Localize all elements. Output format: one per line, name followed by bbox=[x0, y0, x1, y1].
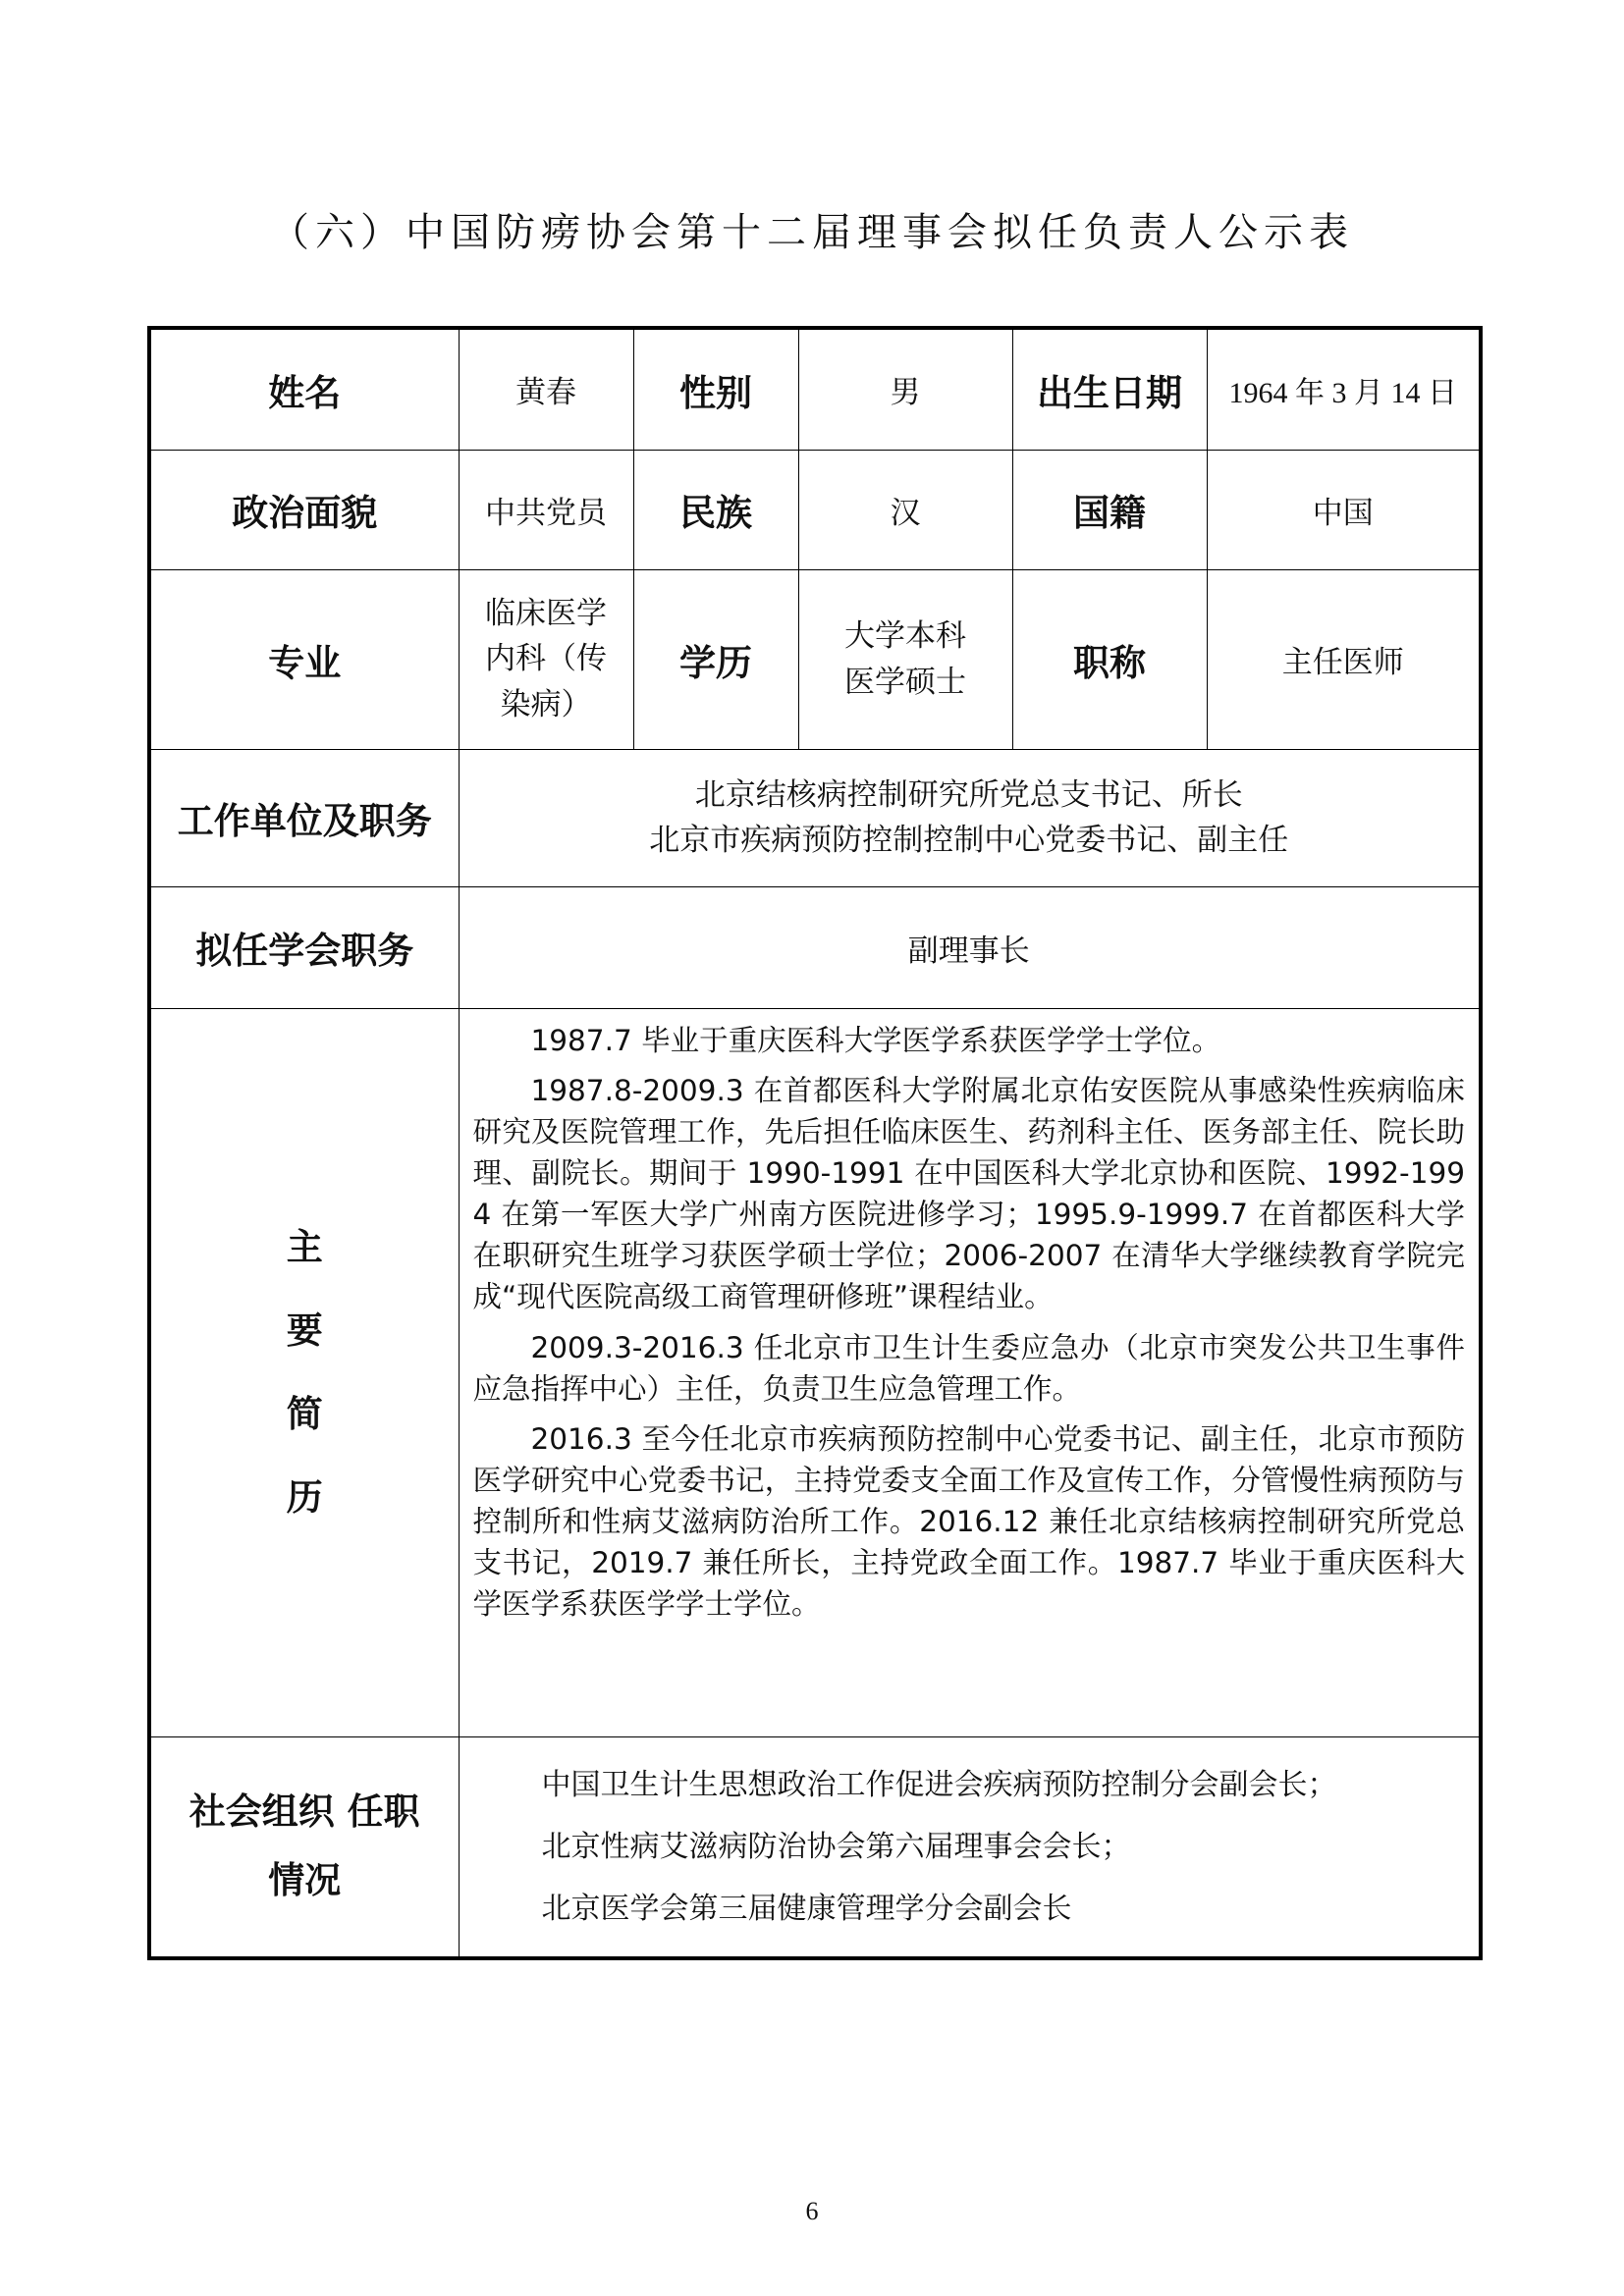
major-line: 内科（传 bbox=[485, 641, 607, 677]
major-line: 染病） bbox=[500, 686, 592, 722]
major-line: 临床医学 bbox=[485, 595, 607, 631]
document-title: （六）中国防痨协会第十二届理事会拟任负责人公示表 bbox=[270, 210, 1354, 255]
info-table bbox=[147, 326, 1483, 1960]
education-label: 学历 bbox=[633, 569, 798, 749]
resume-paragraph: 1987.7 毕业于重庆医科大学医学系获医学学士学位。 bbox=[530, 1023, 1221, 1057]
major-label: 专业 bbox=[149, 569, 459, 749]
social-line: 北京性病艾滋病防治协会第六届理事会会长； bbox=[541, 1829, 1131, 1864]
nationality-value: 中国 bbox=[1207, 450, 1481, 569]
social-line: 北京医学会第三届健康管理学分会副会长 bbox=[541, 1891, 1072, 1926]
proposed-position-label: 拟任学会职务 bbox=[149, 886, 459, 1008]
ethnicity-label: 民族 bbox=[633, 450, 798, 569]
workplace-label: 工作单位及职务 bbox=[149, 749, 459, 886]
resume-label-char: 主 bbox=[286, 1226, 323, 1268]
table-row-basic bbox=[149, 328, 1481, 450]
workplace-line: 北京结核病控制研究所党总支书记、所长 bbox=[694, 776, 1243, 813]
politics-label: 政治面貌 bbox=[149, 450, 459, 569]
social-organizations-label bbox=[149, 1736, 459, 1958]
resume-paragraph: 1987.8-2009.3 在首都医科大学附属北京佑安医院从事感染性疾病临床研究及医院管理工作，先后担任临床医生、药剂科主任、医务部主任、院长助理、副院长。期间于 1990-1991 在中国医科大学北京协和医院、1992-1994 在第一军医大学广州南方医院进修学习；1995.9-1999.7 在首都医科大学在职研究生班学习获医学硕士学位；2006-2007 在清华大学继续教育学院完成“现代医院高级工商管理研修班”课程结业。 bbox=[472, 1074, 1465, 1313]
social-line: 中国卫生计生思想政治工作促进会疾病预防控制分会副会长； bbox=[541, 1767, 1337, 1802]
resume-content bbox=[459, 1008, 1481, 1736]
page-number: 6 bbox=[805, 2197, 819, 2225]
professional-title-value: 主任医师 bbox=[1207, 569, 1481, 749]
resume-label-char: 要 bbox=[286, 1309, 323, 1352]
ethnicity-value: 汉 bbox=[798, 450, 1012, 569]
table-row-politics bbox=[149, 450, 1481, 569]
professional-title-label: 职称 bbox=[1012, 569, 1207, 749]
table-row-proposed-position bbox=[149, 886, 1481, 1008]
name-label: 姓名 bbox=[149, 328, 459, 450]
social-organizations-content bbox=[459, 1736, 1481, 1958]
resume-paragraph: 2016.3 至今任北京市疾病预防控制中心党委书记、副主任，北京市预防医学研究中心党委书记，主持党委支全面工作及宣传工作，分管慢性病预防与控制所和性病艾滋病防治所工作。2016.12 兼任北京结核病控制研究所党总支书记，2019.7 兼任所长，主持党政全面工作。1987.7 毕业于重庆医科大学医学系获医学学士学位。 bbox=[472, 1422, 1465, 1621]
social-label-line: 情况 bbox=[268, 1859, 342, 1902]
table-row-resume bbox=[149, 1008, 1481, 1736]
resume-label-char: 历 bbox=[286, 1476, 323, 1519]
resume-label-char: 简 bbox=[286, 1393, 323, 1435]
resume-label bbox=[149, 1008, 459, 1736]
social-label-line: 社会组织 任职 bbox=[189, 1789, 420, 1833]
politics-value: 中共党员 bbox=[459, 450, 633, 569]
table-row-workplace bbox=[149, 749, 1481, 886]
gender-value: 男 bbox=[798, 328, 1012, 450]
education-line: 医学硕士 bbox=[844, 664, 966, 700]
major-value bbox=[459, 569, 633, 749]
gender-label: 性别 bbox=[633, 328, 798, 450]
workplace-line: 北京市疾病预防控制控制中心党委书记、副主任 bbox=[649, 823, 1289, 858]
nationality-label: 国籍 bbox=[1012, 450, 1207, 569]
birth-date-label: 出生日期 bbox=[1012, 328, 1207, 450]
education-line: 大学本科 bbox=[844, 618, 966, 654]
table-row-social-organizations bbox=[149, 1736, 1481, 1958]
name-value: 黄春 bbox=[459, 328, 633, 450]
education-value bbox=[798, 569, 1012, 749]
resume-paragraph: 2009.3-2016.3 任北京市卫生计生委应急办（北京市突发公共卫生事件应急指挥中心）主任，负责卫生应急管理工作。 bbox=[472, 1330, 1465, 1406]
proposed-position-value: 副理事长 bbox=[459, 886, 1481, 1008]
workplace-value bbox=[459, 749, 1481, 886]
table-row-major bbox=[149, 569, 1481, 749]
birth-date-value: 1964 年 3 月 14 日 bbox=[1207, 328, 1481, 450]
